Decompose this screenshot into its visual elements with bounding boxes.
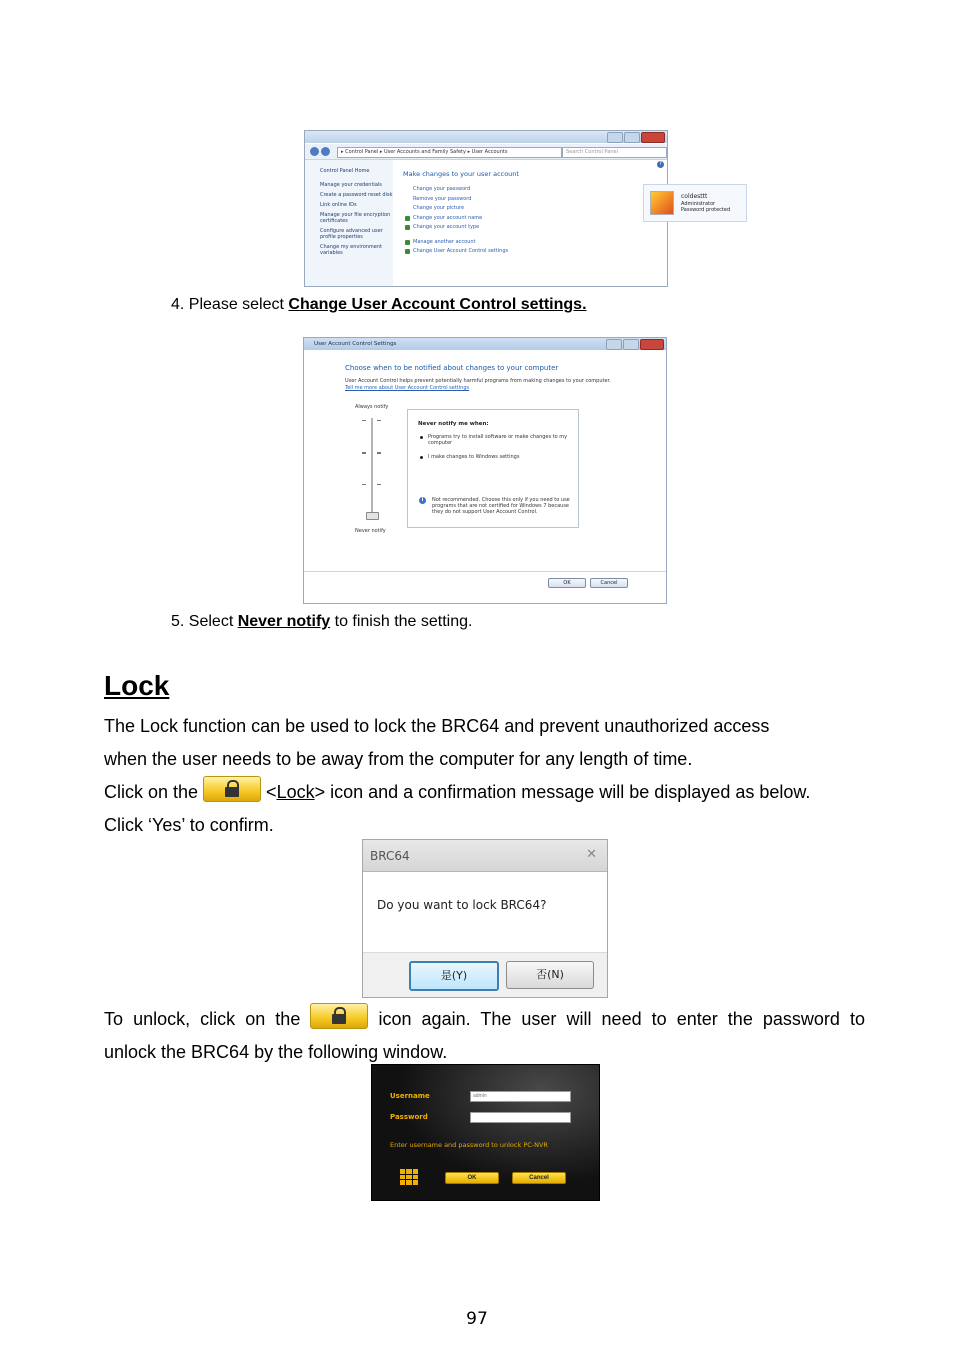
ok-button[interactable]: OK <box>445 1172 499 1184</box>
dialog-button-bar <box>363 952 607 997</box>
left-panel <box>305 160 393 286</box>
paragraph: unlock the BRC64 by the following window. <box>104 1042 448 1062</box>
lock-word: Lock <box>276 782 315 802</box>
step-4-prefix: 4. Please select <box>171 296 289 313</box>
info-bullet: Programs try to install software or make changes to my computer <box>428 434 568 446</box>
username-field[interactable]: admin <box>470 1091 571 1102</box>
dialog-message: Do you want to lock BRC64? <box>377 898 547 912</box>
address-field[interactable]: ▸ Control Panel ▸ User Accounts and Family Safety ▸ User Accounts <box>337 147 562 158</box>
left-link[interactable]: Link online IDs <box>320 202 357 208</box>
left-link[interactable]: Manage your file encryption certificates <box>320 212 391 224</box>
forward-icon[interactable] <box>321 147 330 156</box>
yes-button[interactable]: 是(Y) <box>409 961 499 991</box>
learn-more-link[interactable]: Tell me more about User Account Control settings <box>345 385 470 391</box>
paragraph: Click ‘Yes’ to confirm. <box>104 815 274 835</box>
step-5 <box>171 613 472 631</box>
left-link[interactable]: Control Panel Home <box>320 168 370 174</box>
window-titlebar <box>305 131 667 143</box>
lock-confirm-dialog <box>362 839 608 998</box>
username-label: Username <box>390 1092 430 1100</box>
account-link[interactable]: Remove your password <box>413 195 472 202</box>
never-notify-label: Never notify <box>355 528 386 534</box>
cancel-button[interactable]: Cancel <box>590 578 628 588</box>
step-4 <box>171 296 587 314</box>
window-controls <box>607 132 665 143</box>
unlock-window <box>371 1064 600 1201</box>
unlock-hint: Enter username and password to unlock PC-NVR <box>390 1141 548 1149</box>
uac-settings-link[interactable]: Change User Account Control settings <box>413 247 667 257</box>
step-4-link[interactable]: Change User Account Control settings. <box>288 296 587 313</box>
dialog-title: BRC64 <box>370 849 410 863</box>
left-link[interactable]: Create a password reset disk <box>320 192 393 198</box>
no-button[interactable]: 否(N) <box>506 961 594 989</box>
text: < <box>261 782 277 802</box>
left-link[interactable]: Change my environment variables <box>320 244 382 256</box>
section-heading: Lock <box>104 670 170 701</box>
lock-icon[interactable] <box>310 1003 368 1029</box>
logo-icon <box>400 1169 418 1185</box>
window-title: User Account Control Settings <box>304 338 666 350</box>
text: Click on the <box>104 782 204 802</box>
account-status: Password protected <box>681 207 731 213</box>
account-link[interactable]: Change your account type <box>413 223 667 233</box>
account-name: coldesttt <box>681 193 708 200</box>
lock-icon[interactable] <box>203 776 261 802</box>
account-link[interactable]: Change your password <box>413 186 471 192</box>
ok-button[interactable]: OK <box>548 578 586 588</box>
info-bullet: I make changes to Windows settings <box>428 454 568 460</box>
section-body <box>104 710 874 842</box>
cancel-button[interactable]: Cancel <box>512 1172 566 1184</box>
main-panel <box>400 160 731 286</box>
help-icon[interactable]: ? <box>657 161 664 168</box>
info-box-title: Never notify me when: <box>418 421 489 427</box>
button-row <box>548 578 628 588</box>
slider-tick <box>362 484 366 485</box>
dialog-titlebar <box>363 840 607 872</box>
main-title: Make changes to your user account <box>403 170 519 178</box>
divider <box>304 571 666 572</box>
maximize-icon[interactable] <box>624 132 640 143</box>
close-icon[interactable] <box>640 339 664 350</box>
always-notify-label: Always notify <box>355 404 389 410</box>
text: icon again. The user will need to enter the password to <box>368 1009 866 1029</box>
info-icon: i <box>419 497 426 504</box>
info-note: Not recommended. Choose this only if you need to use programs that are not certified for Windows 7 because they do not support User Account Control. <box>432 497 570 515</box>
left-link[interactable]: Configure advanced user profile properties <box>320 228 383 240</box>
user-accounts-screenshot <box>304 130 731 287</box>
slider-tick <box>362 452 366 454</box>
minimize-icon[interactable] <box>607 132 623 143</box>
text: To unlock, click on the <box>104 1009 311 1029</box>
account-role: Administrator <box>681 201 716 207</box>
avatar <box>650 191 674 215</box>
uac-description: User Account Control helps prevent potentially harmful programs from making changes to your computer. <box>345 378 611 384</box>
back-icon[interactable] <box>310 147 319 156</box>
slider-tick <box>362 420 366 421</box>
slider-thumb[interactable] <box>366 512 379 520</box>
paragraph-lock <box>104 776 874 809</box>
page-number: 97 <box>466 1309 488 1329</box>
uac-settings-screenshot <box>303 337 667 604</box>
address-bar <box>305 144 667 160</box>
close-icon[interactable]: ✕ <box>586 846 597 861</box>
slider-tick <box>377 452 381 454</box>
paragraph: when the user needs to be away from the computer for any length of time. <box>104 749 693 769</box>
unlock-paragraph <box>104 1003 865 1069</box>
slider-track[interactable] <box>371 418 373 518</box>
step-5-prefix: 5. Select <box>171 613 238 630</box>
account-link[interactable]: Manage another account <box>413 238 667 248</box>
password-label: Password <box>390 1113 428 1121</box>
account-link[interactable]: Change your account name <box>413 214 667 224</box>
window-controls <box>606 339 664 350</box>
uac-heading: Choose when to be notified about changes to your computer <box>345 364 559 372</box>
minimize-icon[interactable] <box>606 339 622 350</box>
maximize-icon[interactable] <box>623 339 639 350</box>
paragraph <box>104 1003 865 1036</box>
left-link[interactable]: Manage your credentials <box>320 182 382 188</box>
search-input[interactable]: Search Control Panel <box>562 147 667 158</box>
account-link[interactable]: Change your picture <box>413 205 465 211</box>
info-box <box>407 409 579 528</box>
password-field[interactable] <box>470 1112 571 1123</box>
step-5-link[interactable]: Never notify <box>237 613 331 630</box>
account-card <box>643 184 747 222</box>
close-icon[interactable] <box>641 132 665 143</box>
slider-tick <box>377 484 381 485</box>
step-5-suffix: to finish the setting. <box>330 613 473 630</box>
text: > icon and a confirmation message will be displayed as below. <box>314 782 811 802</box>
slider-tick <box>377 420 381 421</box>
paragraph: The Lock function can be used to lock the BRC64 and prevent unauthorized access <box>104 716 770 736</box>
